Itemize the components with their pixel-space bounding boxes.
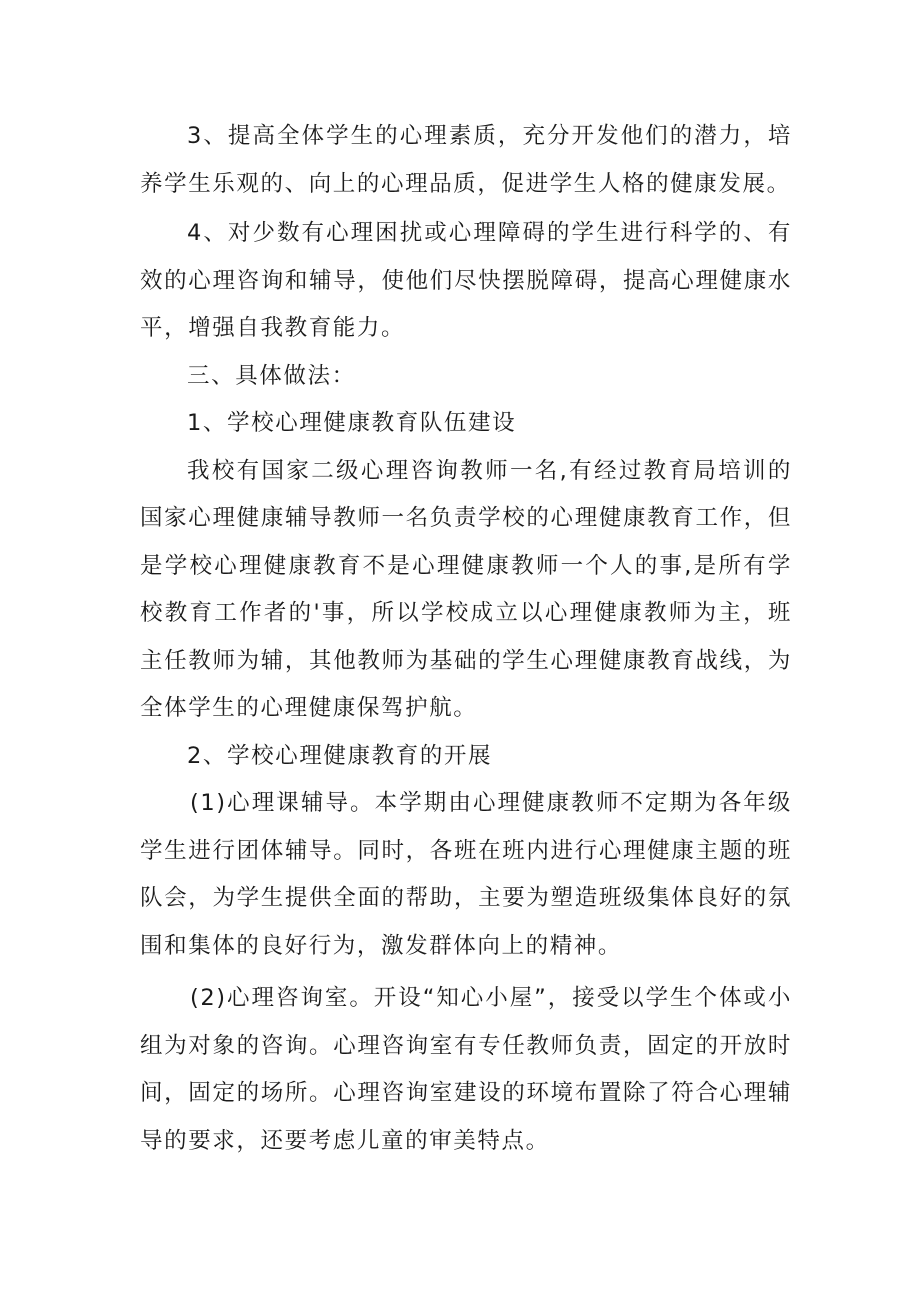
subheading-implementation: 2、学校心理健康教育的开展 (187, 742, 493, 769)
paragraph-team-building: 我校有国家二级心理咨询教师一名,有经过教育局培训的国家心理健康辅导教师一名负责学校的心理健康教育工作，但是学校心理健康教育不是心理健康教师一个人的事,是所有学校教育工作者的'事，所以学校成立以心理健康教师为主，班主任教师为辅，其他教师为基础的学生心理健康教育战线，为全体学生的心理健康保驾护航。 (140, 457, 792, 721)
paragraph-counseling-class: (1)心理课辅导。本学期由心理健康教师不定期为各年级学生进行团体辅导。同时，各班在班内进行心理健康主题的班队会，为学生提供全面的帮助，主要为塑造班级集体良好的氛围和集体的良好行为，激发群体向上的精神。 (140, 790, 792, 959)
paragraph-goal-3: 3、提高全体学生的心理素质，充分开发他们的潜力，培养学生乐观的、向上的心理品质，促进学生人格的健康发展。 (140, 123, 792, 197)
paragraph-counseling-room: (2)心理咨询室。开设“知心小屋”，接受以学生个体或小组为对象的咨询。心理咨询室有专任教师负责，固定的开放时间，固定的场所。心理咨询室建设的环境布置除了符合心理辅导的要求，还要考虑儿童的审美特点。 (140, 985, 792, 1154)
subheading-team-building: 1、学校心理健康教育队伍建设 (187, 410, 517, 436)
section-heading-methods: 三、具体做法： (187, 362, 356, 389)
document-body (140, 113, 792, 1165)
paragraph-goal-4: 4、对少数有心理困扰或心理障碍的学生进行科学的、有效的心理咨询和辅导，使他们尽快摆脱障碍，提高心理健康水平，增强自我教育能力。 (140, 220, 792, 341)
